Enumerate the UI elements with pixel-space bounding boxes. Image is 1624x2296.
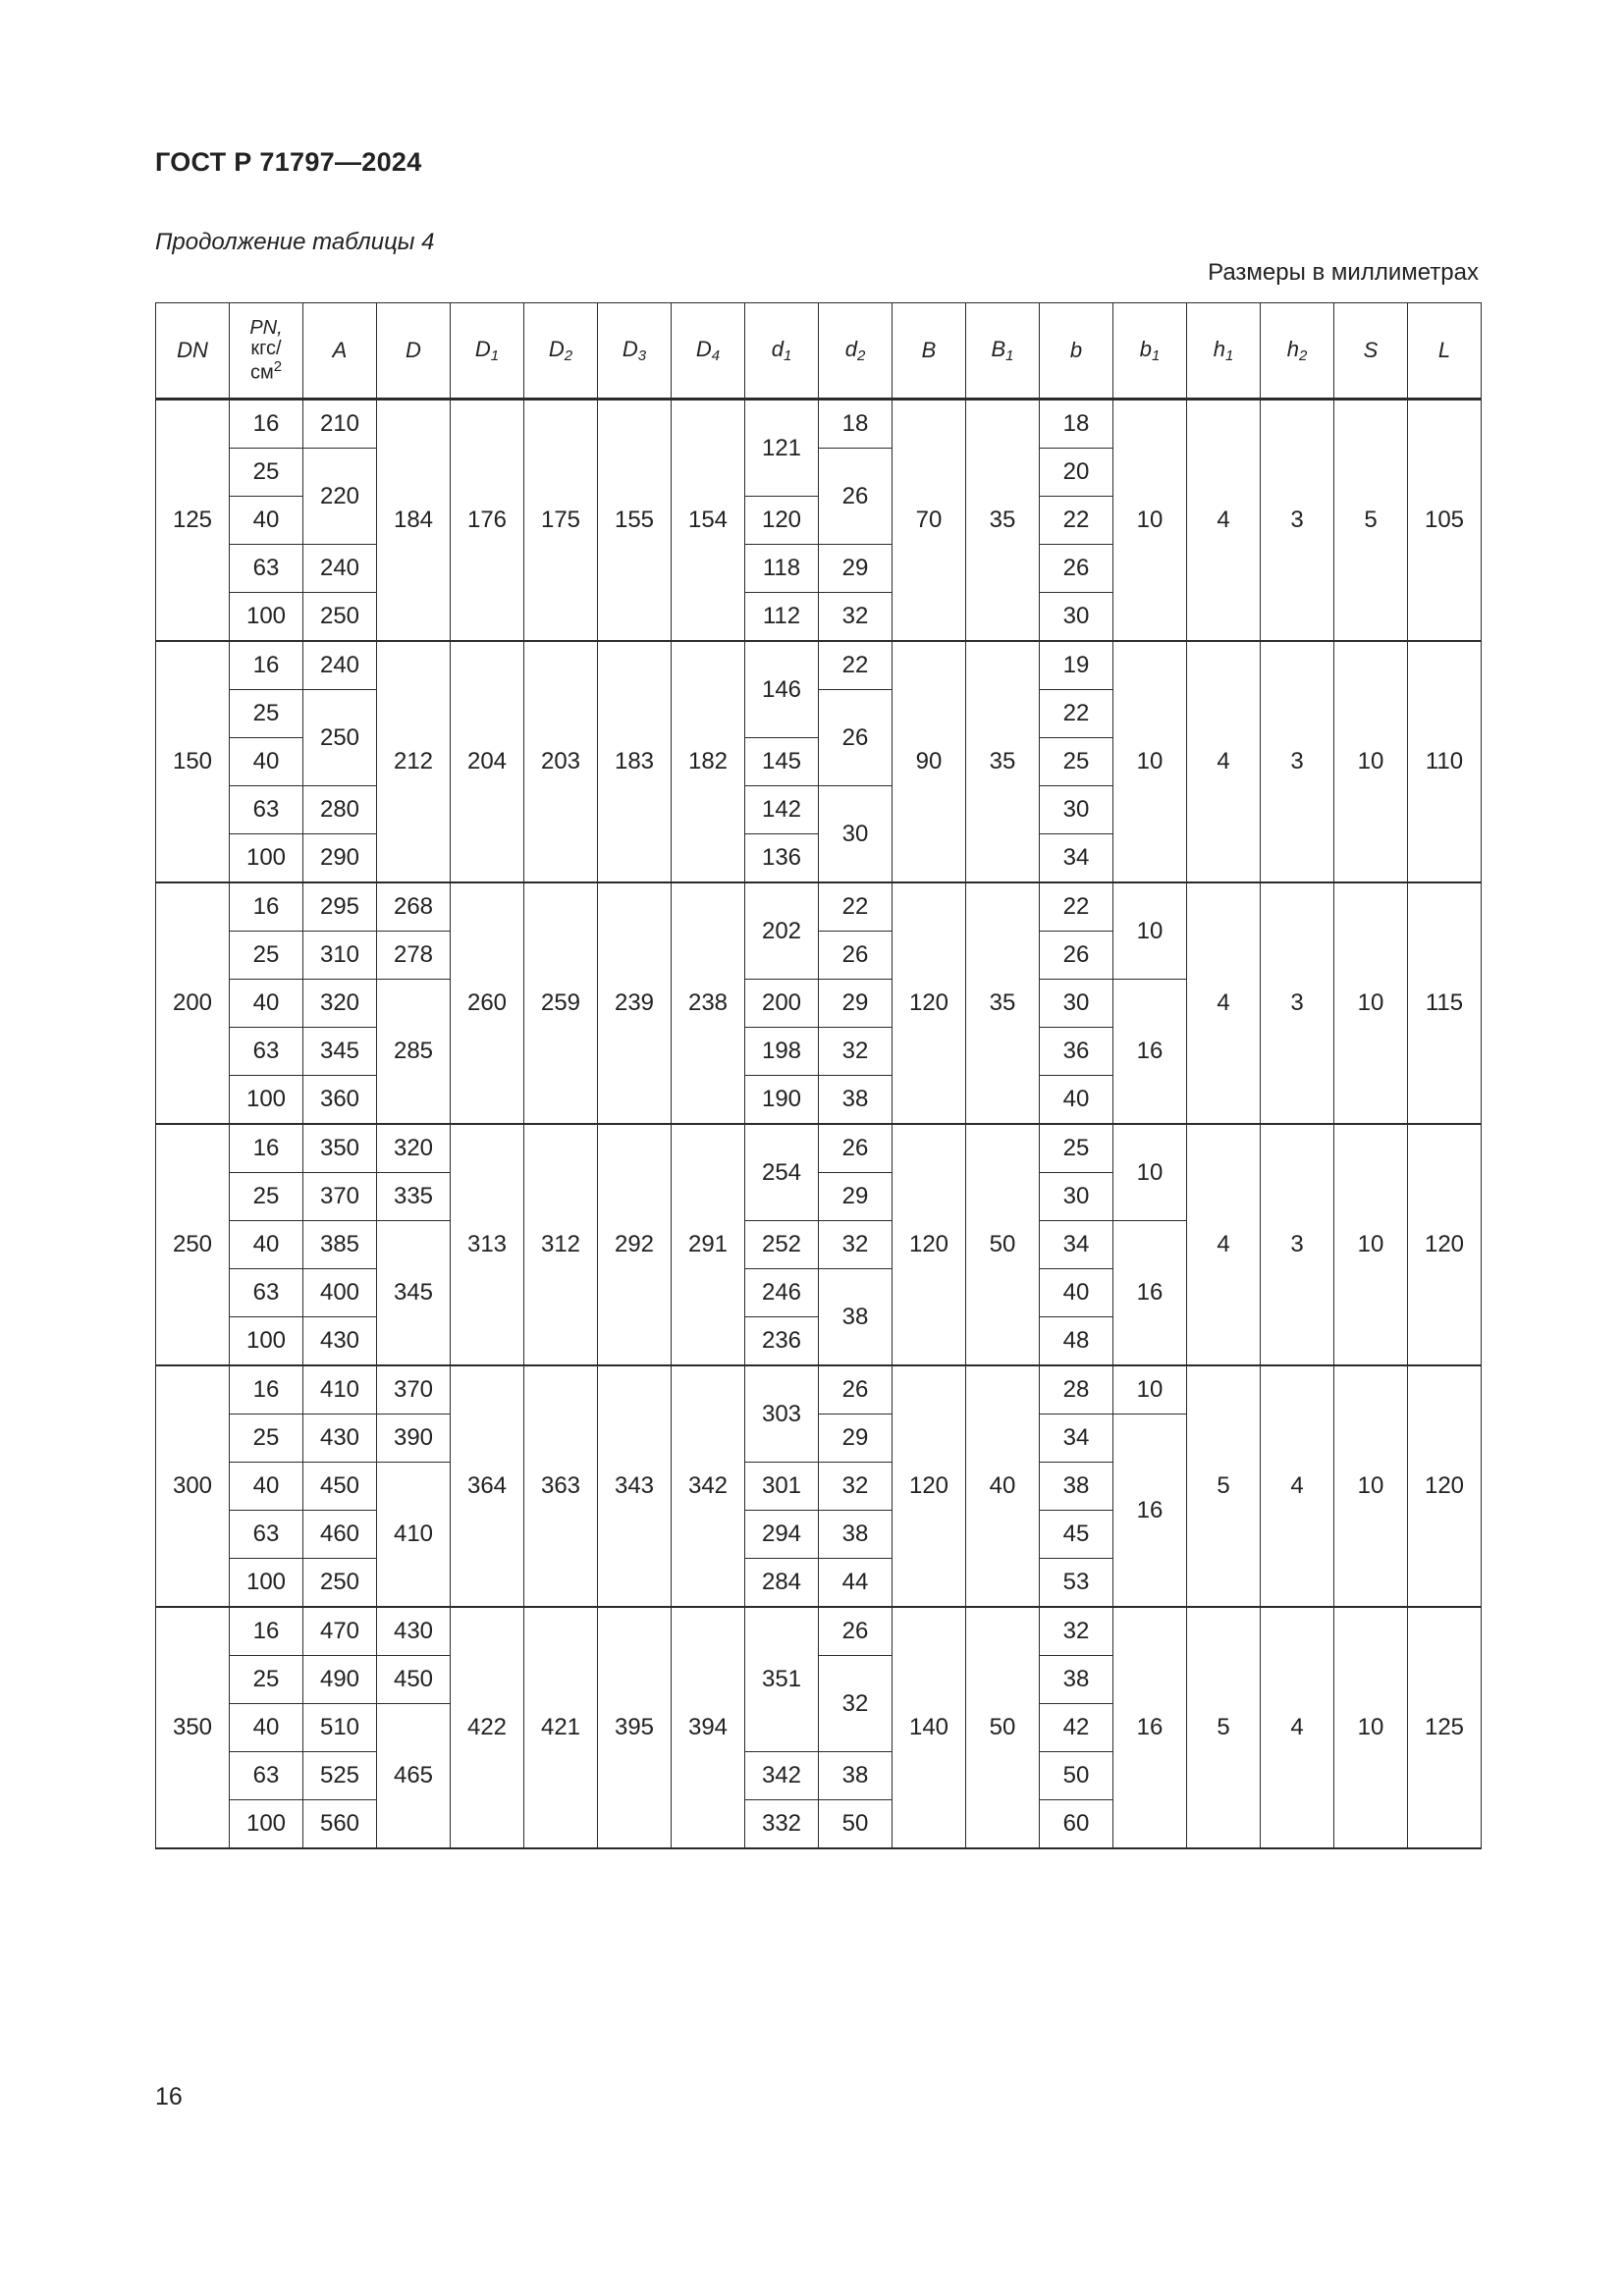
cell-h1: 5	[1187, 1365, 1261, 1607]
cell-small-b: 36	[1040, 1028, 1113, 1076]
cell-h1: 5	[1187, 1607, 1261, 1848]
cell-small-d2: 50	[819, 1800, 893, 1849]
cell-d: 184	[377, 400, 451, 642]
cell-small-d1: 145	[745, 738, 819, 786]
cell-small-d1: 146	[745, 641, 819, 738]
cell-small-d1: 121	[745, 400, 819, 497]
header-small-d1: $d_1$	[745, 303, 819, 400]
cell-d: 430	[377, 1607, 451, 1656]
cell-small-b: 38	[1040, 1463, 1113, 1511]
cell-d1: 422	[451, 1607, 524, 1848]
cell-pn: 63	[230, 786, 303, 834]
cell-pn: 25	[230, 1656, 303, 1704]
cell-big-b: 120	[893, 882, 966, 1124]
cell-small-b: 26	[1040, 545, 1113, 593]
cell-l: 115	[1408, 882, 1482, 1124]
cell-d: 370	[377, 1365, 451, 1415]
group-dn-250	[156, 1124, 1482, 1365]
cell-d3: 343	[598, 1365, 672, 1607]
cell-d3: 239	[598, 882, 672, 1124]
cell-small-b1: 10	[1113, 641, 1187, 882]
cell-d: 278	[377, 932, 451, 980]
cell-a: 470	[303, 1607, 377, 1656]
cell-small-d1: 303	[745, 1365, 819, 1463]
table-row	[156, 882, 1482, 932]
cell-a: 525	[303, 1752, 377, 1800]
cell-small-b: 19	[1040, 641, 1113, 690]
cell-l: 105	[1408, 400, 1482, 642]
cell-small-d2: 32	[819, 1221, 893, 1269]
cell-h2: 3	[1261, 400, 1334, 642]
header-h1: $h_1$	[1187, 303, 1261, 400]
cell-pn: 16	[230, 1365, 303, 1415]
cell-d4: 238	[672, 882, 745, 1124]
cell-big-b: 120	[893, 1365, 966, 1607]
cell-a: 210	[303, 400, 377, 449]
cell-d4: 394	[672, 1607, 745, 1848]
cell-small-b: 34	[1040, 1221, 1113, 1269]
cell-d3: 183	[598, 641, 672, 882]
cell-small-b1: 16	[1113, 1415, 1187, 1608]
cell-small-d2: 38	[819, 1511, 893, 1559]
group-dn-125	[156, 400, 1482, 642]
cell-h1: 4	[1187, 1124, 1261, 1365]
cell-small-d2: 26	[819, 690, 893, 786]
cell-pn: 63	[230, 545, 303, 593]
cell-d: 390	[377, 1415, 451, 1463]
cell-pn: 63	[230, 1511, 303, 1559]
cell-a: 430	[303, 1415, 377, 1463]
cell-h2: 3	[1261, 882, 1334, 1124]
cell-a: 280	[303, 786, 377, 834]
cell-small-b: 60	[1040, 1800, 1113, 1849]
group-dn-150	[156, 641, 1482, 882]
cell-a: 250	[303, 593, 377, 642]
cell-a: 400	[303, 1269, 377, 1317]
cell-big-b1: 50	[966, 1124, 1040, 1365]
cell-d: 345	[377, 1221, 451, 1366]
cell-d1: 364	[451, 1365, 524, 1607]
cell-a: 490	[303, 1656, 377, 1704]
cell-small-d2: 22	[819, 882, 893, 932]
cell-dn: 125	[156, 400, 230, 642]
cell-dn: 200	[156, 882, 230, 1124]
cell-small-d1: 200	[745, 980, 819, 1028]
cell-d1: 260	[451, 882, 524, 1124]
cell-big-b: 90	[893, 641, 966, 882]
cell-pn: 100	[230, 1317, 303, 1366]
cell-small-d2: 26	[819, 1124, 893, 1173]
cell-small-b: 34	[1040, 1415, 1113, 1463]
cell-pn: 40	[230, 1463, 303, 1511]
cell-pn: 63	[230, 1028, 303, 1076]
cell-d2: 203	[524, 641, 598, 882]
cell-big-b1: 40	[966, 1365, 1040, 1607]
cell-a: 250	[303, 1559, 377, 1608]
cell-big-b1: 35	[966, 641, 1040, 882]
cell-pn: 40	[230, 980, 303, 1028]
table-row	[156, 1124, 1482, 1173]
cell-a: 430	[303, 1317, 377, 1366]
header-pn: PN, кгс/ $см^2$	[230, 303, 303, 400]
cell-small-d1: 142	[745, 786, 819, 834]
cell-small-b: 53	[1040, 1559, 1113, 1608]
cell-small-b: 22	[1040, 497, 1113, 545]
cell-s: 10	[1334, 1365, 1408, 1607]
cell-small-d1: 202	[745, 882, 819, 980]
cell-h2: 4	[1261, 1607, 1334, 1848]
cell-small-d1: 236	[745, 1317, 819, 1366]
cell-small-b: 30	[1040, 593, 1113, 642]
cell-big-b1: 50	[966, 1607, 1040, 1848]
cell-a: 240	[303, 545, 377, 593]
cell-l: 120	[1408, 1124, 1482, 1365]
cell-d4: 154	[672, 400, 745, 642]
cell-d2: 421	[524, 1607, 598, 1848]
cell-pn: 16	[230, 882, 303, 932]
cell-small-d2: 26	[819, 932, 893, 980]
cell-pn: 16	[230, 1607, 303, 1656]
cell-a: 450	[303, 1463, 377, 1511]
cell-small-b1: 10	[1113, 1124, 1187, 1221]
cell-big-b: 70	[893, 400, 966, 642]
cell-small-b: 45	[1040, 1511, 1113, 1559]
header-big-b: B	[893, 303, 966, 400]
cell-pn: 40	[230, 738, 303, 786]
cell-small-d1: 246	[745, 1269, 819, 1317]
cell-pn: 63	[230, 1752, 303, 1800]
cell-small-b: 40	[1040, 1076, 1113, 1125]
cell-small-d1: 254	[745, 1124, 819, 1221]
page-number: 16	[155, 2083, 183, 2110]
cell-d: 450	[377, 1656, 451, 1704]
cell-d2: 363	[524, 1365, 598, 1607]
table-row	[156, 1365, 1482, 1415]
cell-pn: 100	[230, 1076, 303, 1125]
cell-small-b1: 16	[1113, 980, 1187, 1125]
cell-small-d2: 22	[819, 641, 893, 690]
cell-small-d2: 32	[819, 593, 893, 642]
table-row	[156, 400, 1482, 449]
cell-pn: 100	[230, 593, 303, 642]
cell-small-b: 26	[1040, 932, 1113, 980]
cell-pn: 25	[230, 932, 303, 980]
cell-small-d2: 38	[819, 1752, 893, 1800]
cell-small-b1: 10	[1113, 882, 1187, 980]
cell-small-d2: 26	[819, 449, 893, 545]
cell-pn: 25	[230, 690, 303, 738]
cell-d3: 395	[598, 1607, 672, 1848]
cell-small-d1: 294	[745, 1511, 819, 1559]
header-s: S	[1334, 303, 1408, 400]
cell-pn: 100	[230, 1559, 303, 1608]
cell-h2: 3	[1261, 641, 1334, 882]
cell-s: 10	[1334, 1124, 1408, 1365]
header-l: L	[1408, 303, 1482, 400]
cell-a: 410	[303, 1365, 377, 1415]
cell-h2: 4	[1261, 1365, 1334, 1607]
header-d2: $D_2$	[524, 303, 598, 400]
cell-small-d2: 38	[819, 1076, 893, 1125]
cell-small-b: 22	[1040, 690, 1113, 738]
cell-d1: 176	[451, 400, 524, 642]
group-dn-350	[156, 1607, 1482, 1848]
cell-small-d2: 29	[819, 1173, 893, 1221]
cell-l: 125	[1408, 1607, 1482, 1848]
cell-small-b: 38	[1040, 1656, 1113, 1704]
cell-small-b: 50	[1040, 1752, 1113, 1800]
cell-pn: 25	[230, 449, 303, 497]
cell-small-b1: 10	[1113, 400, 1187, 642]
group-dn-300	[156, 1365, 1482, 1607]
cell-a: 320	[303, 980, 377, 1028]
cell-small-d1: 198	[745, 1028, 819, 1076]
cell-a: 370	[303, 1173, 377, 1221]
cell-d: 410	[377, 1463, 451, 1608]
header-d3: $D_3$	[598, 303, 672, 400]
cell-small-b: 20	[1040, 449, 1113, 497]
cell-small-b: 25	[1040, 1124, 1113, 1173]
cell-pn: 40	[230, 1221, 303, 1269]
cell-small-d2: 29	[819, 545, 893, 593]
cell-small-b: 22	[1040, 882, 1113, 932]
cell-d4: 342	[672, 1365, 745, 1607]
cell-h1: 4	[1187, 400, 1261, 642]
cell-d2: 175	[524, 400, 598, 642]
cell-big-b1: 35	[966, 400, 1040, 642]
cell-a: 350	[303, 1124, 377, 1173]
cell-small-b: 40	[1040, 1269, 1113, 1317]
cell-a: 290	[303, 834, 377, 883]
header-small-d2: $d_2$	[819, 303, 893, 400]
cell-pn: 25	[230, 1415, 303, 1463]
group-dn-200	[156, 882, 1482, 1124]
cell-small-b: 30	[1040, 786, 1113, 834]
cell-pn: 16	[230, 1124, 303, 1173]
cell-d3: 292	[598, 1124, 672, 1365]
cell-small-b: 42	[1040, 1704, 1113, 1752]
cell-big-b: 140	[893, 1607, 966, 1848]
cell-small-d2: 32	[819, 1463, 893, 1511]
cell-dn: 150	[156, 641, 230, 882]
cell-a: 345	[303, 1028, 377, 1076]
units-note: Размеры в миллиметрах	[1208, 259, 1479, 286]
table-row	[156, 1607, 1482, 1656]
cell-pn: 25	[230, 1173, 303, 1221]
cell-small-d1: 342	[745, 1752, 819, 1800]
cell-d2: 312	[524, 1124, 598, 1365]
cell-h1: 4	[1187, 882, 1261, 1124]
cell-pn: 100	[230, 1800, 303, 1849]
header-h2: $h_2$	[1261, 303, 1334, 400]
cell-small-d2: 32	[819, 1028, 893, 1076]
cell-a: 250	[303, 690, 377, 786]
cell-d: 285	[377, 980, 451, 1125]
cell-small-d2: 29	[819, 980, 893, 1028]
cell-pn: 16	[230, 641, 303, 690]
cell-a: 240	[303, 641, 377, 690]
cell-l: 110	[1408, 641, 1482, 882]
cell-small-d2: 29	[819, 1415, 893, 1463]
cell-l: 120	[1408, 1365, 1482, 1607]
cell-d: 320	[377, 1124, 451, 1173]
cell-s: 5	[1334, 400, 1408, 642]
header-d: D	[377, 303, 451, 400]
cell-small-d2: 26	[819, 1365, 893, 1415]
dimensions-table	[155, 302, 1482, 1849]
cell-small-b: 30	[1040, 980, 1113, 1028]
cell-small-b: 30	[1040, 1173, 1113, 1221]
cell-d3: 155	[598, 400, 672, 642]
cell-s: 10	[1334, 1607, 1408, 1848]
cell-d4: 291	[672, 1124, 745, 1365]
cell-small-d1: 112	[745, 593, 819, 642]
cell-pn: 63	[230, 1269, 303, 1317]
cell-a: 360	[303, 1076, 377, 1125]
cell-small-b: 34	[1040, 834, 1113, 883]
cell-small-d2: 38	[819, 1269, 893, 1366]
cell-d: 465	[377, 1704, 451, 1849]
cell-d: 268	[377, 882, 451, 932]
table-row	[156, 641, 1482, 690]
cell-dn: 350	[156, 1607, 230, 1848]
table-caption: Продолжение таблицы 4	[155, 229, 435, 255]
cell-d1: 204	[451, 641, 524, 882]
cell-d2: 259	[524, 882, 598, 1124]
header-d4: $D_4$	[672, 303, 745, 400]
cell-a: 310	[303, 932, 377, 980]
cell-pn: 40	[230, 497, 303, 545]
cell-small-b1: 16	[1113, 1607, 1187, 1848]
header-d1: $D_1$	[451, 303, 524, 400]
standard-title: ГОСТ Р 71797—2024	[155, 147, 422, 177]
cell-small-b1: 16	[1113, 1221, 1187, 1366]
cell-pn: 40	[230, 1704, 303, 1752]
cell-small-b: 48	[1040, 1317, 1113, 1366]
cell-small-b: 25	[1040, 738, 1113, 786]
cell-d: 335	[377, 1173, 451, 1221]
cell-small-d2: 30	[819, 786, 893, 883]
cell-big-b: 120	[893, 1124, 966, 1365]
cell-small-d1: 190	[745, 1076, 819, 1125]
header-dn: DN	[156, 303, 230, 400]
cell-d4: 182	[672, 641, 745, 882]
cell-small-d2: 32	[819, 1656, 893, 1752]
cell-small-d2: 26	[819, 1607, 893, 1656]
header-big-b1: $B_1$	[966, 303, 1040, 400]
cell-a: 295	[303, 882, 377, 932]
cell-small-d1: 284	[745, 1559, 819, 1608]
cell-s: 10	[1334, 641, 1408, 882]
cell-small-d1: 120	[745, 497, 819, 545]
cell-pn: 16	[230, 400, 303, 449]
cell-d: 212	[377, 641, 451, 882]
cell-small-b1: 10	[1113, 1365, 1187, 1415]
cell-a: 220	[303, 449, 377, 545]
cell-d1: 313	[451, 1124, 524, 1365]
header-a: A	[303, 303, 377, 400]
cell-small-b: 32	[1040, 1607, 1113, 1656]
cell-pn: 100	[230, 834, 303, 883]
cell-small-d2: 44	[819, 1559, 893, 1608]
cell-dn: 250	[156, 1124, 230, 1365]
cell-dn: 300	[156, 1365, 230, 1607]
cell-s: 10	[1334, 882, 1408, 1124]
cell-big-b1: 35	[966, 882, 1040, 1124]
cell-small-d2: 18	[819, 400, 893, 449]
cell-small-d1: 136	[745, 834, 819, 883]
cell-small-d1: 118	[745, 545, 819, 593]
cell-small-d1: 301	[745, 1463, 819, 1511]
header-row	[156, 303, 1482, 400]
cell-small-d1: 252	[745, 1221, 819, 1269]
cell-a: 385	[303, 1221, 377, 1269]
cell-h1: 4	[1187, 641, 1261, 882]
cell-small-b: 18	[1040, 400, 1113, 449]
cell-small-d1: 351	[745, 1607, 819, 1752]
header-small-b: b	[1040, 303, 1113, 400]
cell-a: 560	[303, 1800, 377, 1849]
cell-h2: 3	[1261, 1124, 1334, 1365]
cell-small-b: 28	[1040, 1365, 1113, 1415]
cell-a: 510	[303, 1704, 377, 1752]
header-small-b1: $b_1$	[1113, 303, 1187, 400]
cell-small-d1: 332	[745, 1800, 819, 1849]
cell-a: 460	[303, 1511, 377, 1559]
